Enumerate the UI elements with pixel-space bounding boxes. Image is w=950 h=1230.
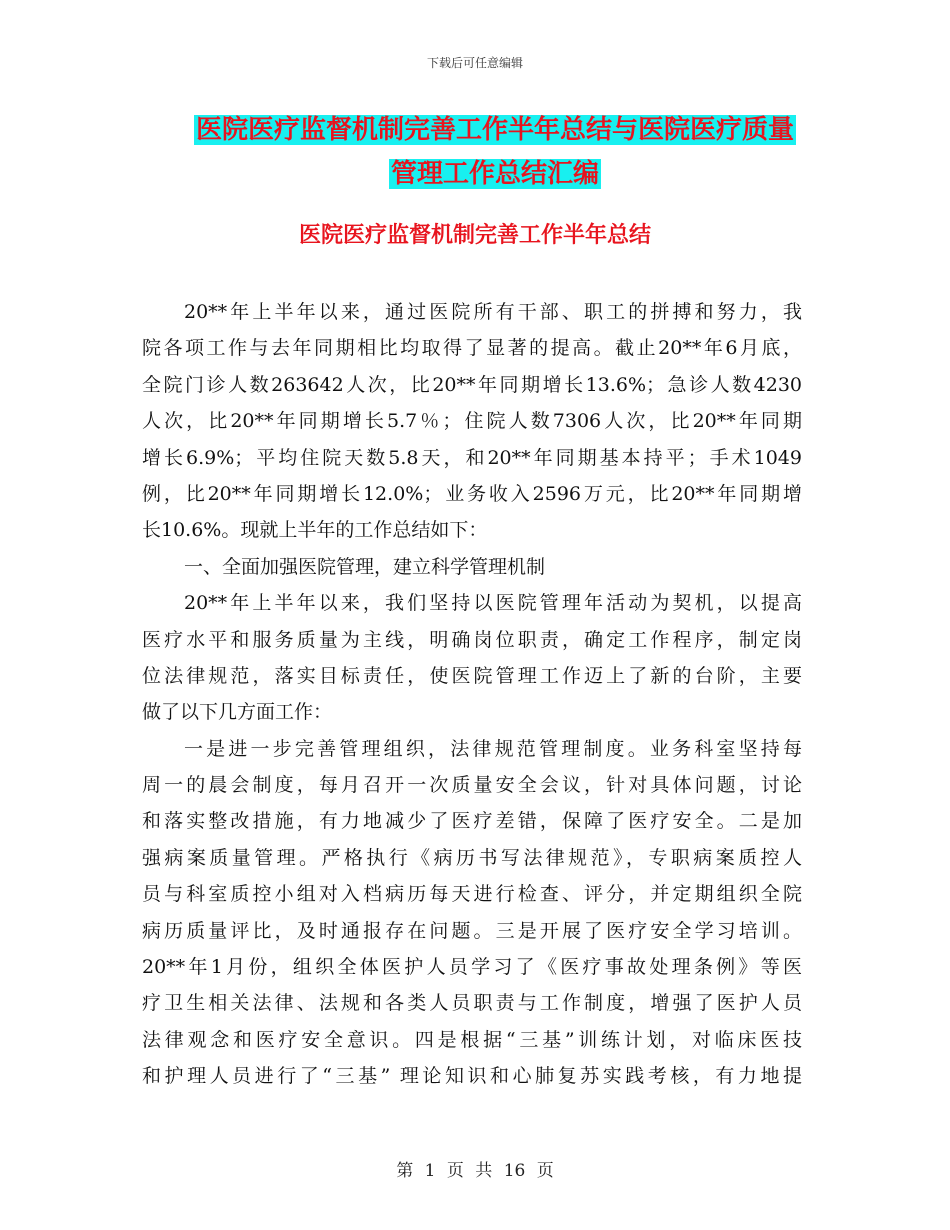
document-body bbox=[142, 294, 802, 1095]
paragraph-line: 强病案质量管理。严格执行《病历书写法律规范》，专职病案质控人 bbox=[142, 846, 802, 869]
paragraph-line: 20**年1月份，组织全体医护人员学习了《医疗事故处理条例》等医 bbox=[142, 956, 802, 979]
paragraph-line: 法律观念和医疗安全意识。四是根据“三基”训练计划，对临床医技 bbox=[142, 1028, 802, 1051]
document-title-line-1 bbox=[150, 112, 840, 148]
paragraph-line: 做了以下几方面工作： bbox=[142, 701, 333, 724]
section-title: 医院医疗监督机制完善工作半年总结 bbox=[298, 223, 651, 248]
subsection-heading: 一、全面加强医院管理，建立科学管理机制 bbox=[184, 555, 546, 578]
paragraph-line: 例，比20**年同期增长12.0%；业务收入2596万元，比20**年同期增 bbox=[142, 482, 802, 505]
paragraph-line: 人次，比20**年同期增长5.7％；住院人数7306人次，比20**年同期 bbox=[142, 410, 802, 433]
paragraph-line: 和护理人员进行了“三基” 理论知识和心肺复苏实践考核，有力地提 bbox=[142, 1065, 802, 1088]
paragraph-line: 院各项工作与去年同期相比均取得了显著的提高。截止20**年6月底， bbox=[142, 337, 802, 360]
paragraph-line: 20**年上半年以来，通过医院所有干部、职工的拼搏和努力，我 bbox=[184, 301, 802, 323]
document-title-line-2 bbox=[150, 156, 840, 192]
paragraph-line: 全院门诊人数263642人次，比20**年同期增长13.6%；急诊人数4230 bbox=[142, 373, 802, 396]
paragraph-line: 一是进一步完善管理组织，法律规范管理制度。业务科室坚持每 bbox=[184, 737, 802, 760]
paragraph-line: 员与科室质控小组对入档病历每天进行检查、评分，并定期组织全院 bbox=[142, 883, 802, 906]
page-footer: 第 1 页 共 16 页 bbox=[396, 1161, 554, 1181]
paragraph-line: 周一的晨会制度，每月召开一次质量安全会议，针对具体问题，讨论 bbox=[142, 774, 802, 797]
paragraph-line: 位法律规范，落实目标责任，使医院管理工作迈上了新的台阶，主要 bbox=[142, 664, 802, 687]
paragraph-line: 医疗水平和服务质量为主线，明确岗位职责，确定工作程序，制定岗 bbox=[142, 628, 802, 651]
paragraph-line: 病历质量评比，及时通报存在问题。三是开展了医疗安全学习培训。 bbox=[142, 919, 802, 942]
header-note: 下载后可任意编辑 bbox=[426, 56, 523, 70]
paragraph-line: 增长6.9%；平均住院天数5.8天，和20**年同期基本持平；手术1049 bbox=[142, 446, 802, 469]
paragraph-line: 和落实整改措施，有力地减少了医疗差错，保障了医疗安全。二是加 bbox=[142, 810, 802, 833]
document-title-line-1-text: 医院医疗监督机制完善工作半年总结与医院医疗质量 bbox=[195, 115, 794, 145]
paragraph-line: 疗卫生相关法律、法规和各类人员职责与工作制度，增强了医护人员 bbox=[142, 992, 802, 1015]
paragraph-line: 20**年上半年以来，我们坚持以医院管理年活动为契机，以提高 bbox=[184, 592, 802, 615]
document-title-line-2-text: 管理工作总结汇编 bbox=[390, 159, 599, 189]
paragraph-line: 长10.6%。现就上半年的工作总结如下： bbox=[142, 519, 488, 542]
